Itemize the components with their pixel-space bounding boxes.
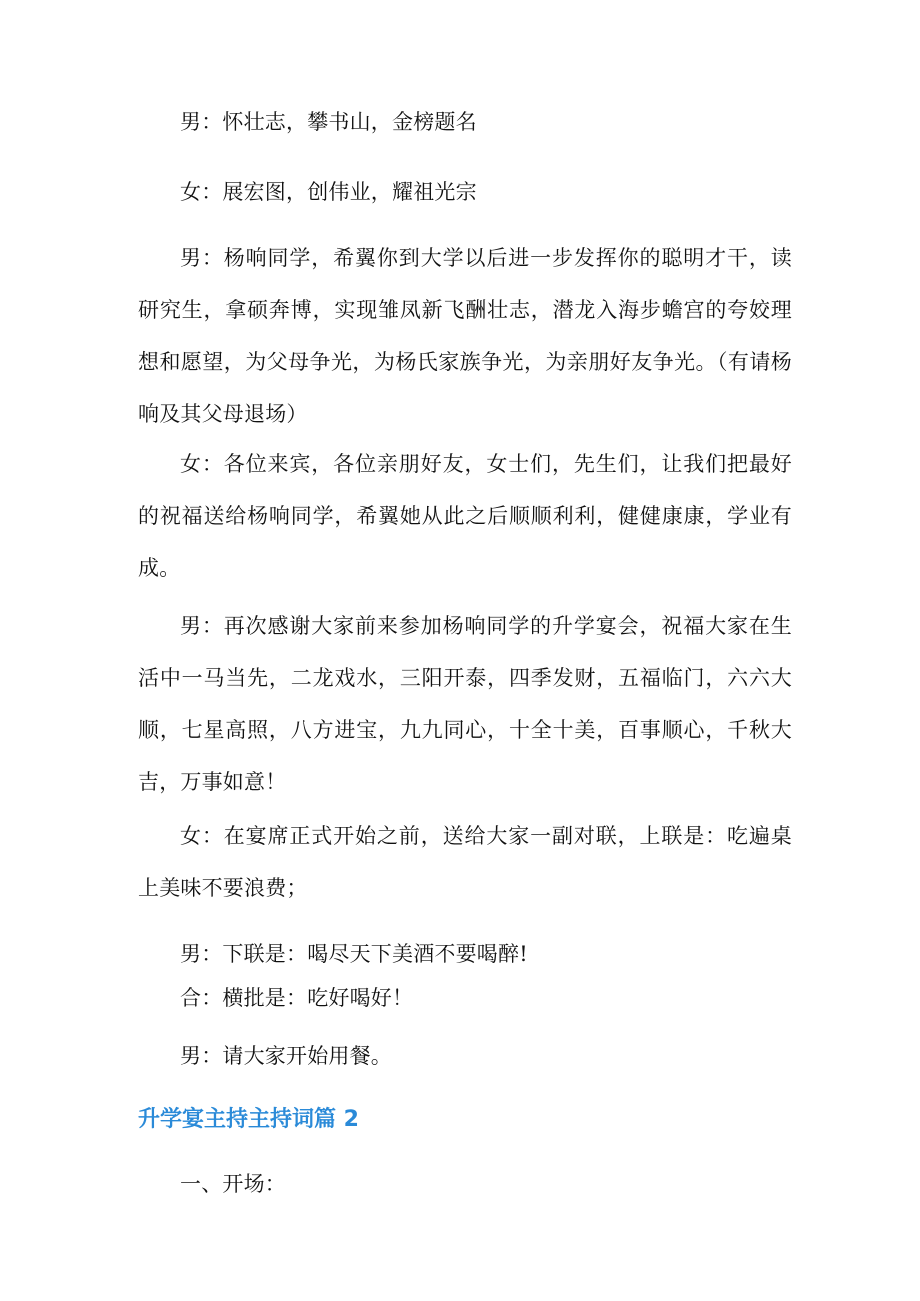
section-heading: 升学宴主持主持词篇 2 — [138, 1107, 359, 1132]
paragraph-9: 男：请大家开始用餐。 — [180, 1044, 392, 1068]
paragraph-2: 女：展宏图，创伟业，耀祖光宗 — [180, 180, 477, 204]
section-subheading: 一、开场： — [180, 1172, 286, 1196]
paragraph-4: 女：各位来宾，各位亲朋好友，女士们，先生们，让我们把最好的祝福送给杨响同学，希翼她从此之后顺顺利利，健健康康，学业有成。 — [138, 452, 792, 580]
paragraph-3: 男：杨响同学，希翼你到大学以后进一步发挥你的聪明才干，读研究生，拿硕奔博，实现雏凤新飞酬壮志，潜龙入海步蟾宫的夸姣理想和愿望，为父母争光，为杨氏家族争光，为亲朋好友争光。（有请杨响及其父母退场） — [138, 246, 792, 426]
paragraph-7: 男：下联是：喝尽天下美酒不要喝醉! — [180, 942, 528, 966]
paragraph-8: 合：横批是：吃好喝好！ — [180, 986, 414, 1010]
paragraph-1: 男：怀壮志，攀书山，金榜题名 — [180, 110, 477, 134]
paragraph-5: 男：再次感谢大家前来参加杨响同学的升学宴会，祝福大家在生活中一马当先，二龙戏水，三阳开泰，四季发财，五福临门，六六大顺，七星高照，八方进宝，九九同心，十全十美，百事顺心，千秋大吉，万事如意！ — [138, 614, 792, 794]
paragraph-6: 女：在宴席正式开始之前，送给大家一副对联，上联是：吃遍桌上美味不要浪费； — [138, 824, 792, 900]
